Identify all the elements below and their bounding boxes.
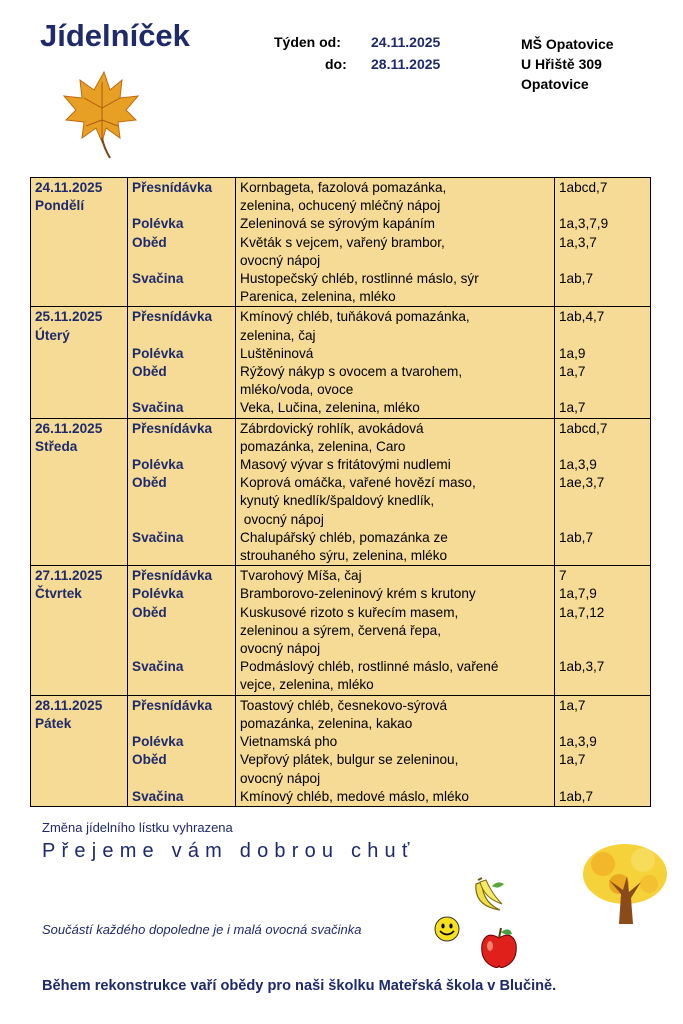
day-name: Pondělí — [35, 198, 85, 214]
spacer — [132, 770, 231, 788]
meal-descriptions-cell — [236, 418, 555, 566]
spacer — [559, 197, 646, 215]
meal-types-cell — [128, 178, 236, 307]
day-name: Čtvrtek — [35, 586, 82, 602]
meal-description-line: Zábrdovický rohlík, avokádová — [240, 420, 424, 436]
day-cell — [31, 178, 128, 307]
meal-description-line: Rýžový nákyp s ovocem a tvarohem, — [240, 364, 463, 380]
day-cell — [31, 418, 128, 566]
meal-description-line: Tvarohový Míša, čaj — [240, 568, 362, 584]
week-to-label: do: — [325, 56, 347, 72]
meal-description-line: Parenica, zelenina, mléko — [240, 289, 396, 305]
meal-types-cell — [128, 566, 236, 695]
meal-type: Polévka — [132, 586, 184, 602]
meal-allergens: 1ab,7 — [559, 271, 594, 287]
meal-types-cell — [128, 418, 236, 566]
meal-description-line: ovocný nápoj — [240, 770, 321, 786]
meal-descriptions-cell — [236, 566, 555, 695]
meal-type: Svačina — [132, 659, 184, 675]
day-row — [31, 178, 651, 307]
meal-type: Polévka — [132, 216, 184, 232]
meal-type: Svačina — [132, 529, 184, 545]
meal-allergens: 1a,9 — [559, 345, 586, 361]
day-name: Pátek — [35, 715, 72, 731]
meal-allergens: 1abcd,7 — [559, 420, 608, 436]
spacer — [559, 676, 646, 694]
meal-allergens: 1a,7 — [559, 697, 586, 713]
spacer — [132, 715, 231, 733]
meal-type: Oběd — [132, 752, 167, 768]
meal-type: Přesnídávka — [132, 309, 213, 325]
allergens-cell — [555, 695, 651, 806]
meal-allergens: 7 — [559, 568, 567, 584]
meal-type: Přesnídávka — [132, 697, 213, 713]
meal-type: Svačina — [132, 788, 184, 804]
week-from-date: 24.11.2025 — [371, 34, 441, 50]
spacer — [559, 288, 646, 306]
fruit-note: Součástí každého dopoledne je i malá ovocná svačinka — [42, 922, 362, 937]
meal-descriptions-cell — [236, 307, 555, 418]
meal-description-line: zeleninou a sýrem, červená řepa, — [240, 622, 441, 638]
meal-description-line: Květák s vejcem, vařený brambor, — [240, 234, 445, 250]
meal-types-cell — [128, 307, 236, 418]
meal-description-line: kynutý knedlík/špaldový knedlík, — [240, 493, 435, 509]
meal-type: Svačina — [132, 400, 184, 416]
autumn-tree-icon — [579, 840, 671, 926]
week-from-label: Týden od: — [274, 34, 341, 50]
day-date: 25.11.2025 — [35, 309, 103, 325]
meal-allergens: 1a,3,7,9 — [559, 216, 609, 232]
day-name: Úterý — [35, 327, 70, 343]
spacer — [132, 252, 231, 270]
maple-leaf-icon — [62, 68, 142, 160]
meal-type: Oběd — [132, 234, 167, 250]
meal-type: Svačina — [132, 271, 184, 287]
meal-type: Polévka — [132, 457, 184, 473]
meal-allergens: 1a,7 — [559, 400, 586, 416]
spacer — [559, 511, 646, 529]
spacer — [132, 438, 231, 456]
meal-allergens: 1ae,3,7 — [559, 475, 605, 491]
meal-description-line: Vietnamská pho — [240, 734, 338, 750]
meal-descriptions-cell — [236, 178, 555, 307]
spacer — [132, 492, 231, 510]
meal-allergens: 1ab,4,7 — [559, 309, 605, 325]
spacer — [132, 622, 231, 640]
meal-type: Oběd — [132, 604, 167, 620]
meal-type: Polévka — [132, 734, 184, 750]
meal-description-line: ovocný nápoj — [240, 252, 321, 268]
spacer — [559, 622, 646, 640]
meal-description-line: vejce, zelenina, mléko — [240, 677, 374, 693]
meal-description-line: Vepřový plátek, bulgur se zeleninou, — [240, 752, 459, 768]
meal-allergens: 1a,7 — [559, 752, 586, 768]
day-row — [31, 418, 651, 566]
meal-description-line: Kmínový chléb, medové máslo, mléko — [240, 788, 469, 804]
day-date: 28.11.2025 — [35, 697, 103, 713]
day-row — [31, 695, 651, 806]
meal-description-line: Zeleninová se sýrovým kapáním — [240, 216, 435, 232]
meal-description-line: ovocný nápoj — [240, 511, 324, 527]
meal-description-line: Chalupářský chléb, pomazánka ze — [240, 529, 448, 545]
meal-description-line: Koprová omáčka, vařené hovězí maso, — [240, 475, 476, 491]
meal-type: Oběd — [132, 475, 167, 491]
meal-description-line: Kornbageta, fazolová pomazánka, — [240, 180, 447, 195]
spacer — [132, 288, 231, 306]
spacer — [559, 492, 646, 510]
meal-description-line: Podmáslový chléb, rostlinné máslo, vařené — [240, 659, 499, 675]
meal-allergens: 1a,7,12 — [559, 604, 605, 620]
meal-description-line: Toastový chléb, česnekovo-sýrová — [240, 697, 448, 713]
spacer — [132, 640, 231, 658]
school-city: Opatovice — [521, 76, 589, 92]
allergens-cell — [555, 566, 651, 695]
spacer — [132, 547, 231, 565]
spacer — [132, 381, 231, 399]
meal-allergens: 1a,3,7 — [559, 234, 597, 250]
spacer — [559, 438, 646, 456]
day-date: 27.11.2025 — [35, 568, 103, 584]
school-address — [521, 34, 614, 94]
wish-text: Přejeme vám dobrou chuť — [42, 840, 416, 862]
meal-allergens: 1a,3,9 — [559, 734, 597, 750]
meal-type: Oběd — [132, 364, 167, 380]
meal-description-line: zelenina, ochucený mléčný nápoj — [240, 198, 441, 214]
day-cell — [31, 566, 128, 695]
meal-allergens: 1a,3,9 — [559, 457, 597, 473]
day-row — [31, 307, 651, 418]
meal-type: Přesnídávka — [132, 180, 213, 195]
spacer — [559, 640, 646, 658]
day-date: 26.11.2025 — [35, 420, 103, 436]
change-note: Změna jídelního lístku vyhrazena — [42, 820, 233, 835]
meal-allergens: 1a,7,9 — [559, 586, 597, 602]
school-street: U Hřiště 309 — [521, 56, 602, 72]
meal-description-line: Hustopečský chléb, rostlinné máslo, sýr — [240, 271, 479, 287]
meal-description-line: Masový vývar s fritátovými nudlemi — [240, 457, 451, 473]
spacer — [559, 252, 646, 270]
day-name: Středa — [35, 438, 78, 454]
week-to-date: 28.11.2025 — [371, 56, 441, 72]
smiley-icon — [434, 916, 460, 942]
meal-description-line: pomazánka, zelenina, Caro — [240, 438, 406, 454]
spacer — [132, 511, 231, 529]
day-cell — [31, 307, 128, 418]
meal-description-line: Kmínový chléb, tuňáková pomazánka, — [240, 309, 470, 325]
meal-description-line: zelenina, čaj — [240, 327, 316, 343]
meal-description-line: Kuskusové rizoto s kuřecím masem, — [240, 604, 459, 620]
spacer — [132, 197, 231, 215]
meal-type: Přesnídávka — [132, 568, 213, 584]
spacer — [559, 327, 646, 345]
apple-icon — [478, 926, 520, 970]
meal-types-cell — [128, 695, 236, 806]
meal-description-line: Veka, Lučina, zelenina, mléko — [240, 400, 420, 416]
menu-table — [30, 177, 651, 807]
allergens-cell — [555, 178, 651, 307]
spacer — [132, 676, 231, 694]
meal-description-line: strouhaného sýru, zelenina, mléko — [240, 548, 448, 564]
meal-type: Polévka — [132, 345, 184, 361]
spacer — [559, 770, 646, 788]
meal-description-line: pomazánka, zelenina, kakao — [240, 715, 413, 731]
allergens-cell — [555, 307, 651, 418]
meal-descriptions-cell — [236, 695, 555, 806]
spacer — [559, 715, 646, 733]
day-cell — [31, 695, 128, 806]
day-row — [31, 566, 651, 695]
meal-description-line: Luštěninová — [240, 345, 314, 361]
spacer — [132, 327, 231, 345]
meal-allergens: 1ab,3,7 — [559, 659, 605, 675]
meal-description-line: mléko/voda, ovoce — [240, 382, 354, 398]
page-title: Jídelníček — [40, 18, 190, 53]
banana-icon — [470, 876, 506, 914]
meal-type: Přesnídávka — [132, 420, 213, 436]
reconstruction-note: Během rekonstrukce vaří obědy pro naši školku Mateřská škola v Blučině. — [42, 978, 557, 994]
meal-description-line: Bramborovo-zeleninový krém s krutony — [240, 586, 476, 602]
meal-description-line: ovocný nápoj — [240, 641, 321, 657]
meal-allergens: 1abcd,7 — [559, 180, 608, 195]
meal-allergens: 1a,7 — [559, 364, 586, 380]
school-name: MŠ Opatovice — [521, 36, 614, 52]
meal-allergens: 1ab,7 — [559, 529, 594, 545]
meal-allergens: 1ab,7 — [559, 788, 594, 804]
day-date: 24.11.2025 — [35, 180, 103, 195]
allergens-cell — [555, 418, 651, 566]
spacer — [559, 381, 646, 399]
spacer — [559, 547, 646, 565]
